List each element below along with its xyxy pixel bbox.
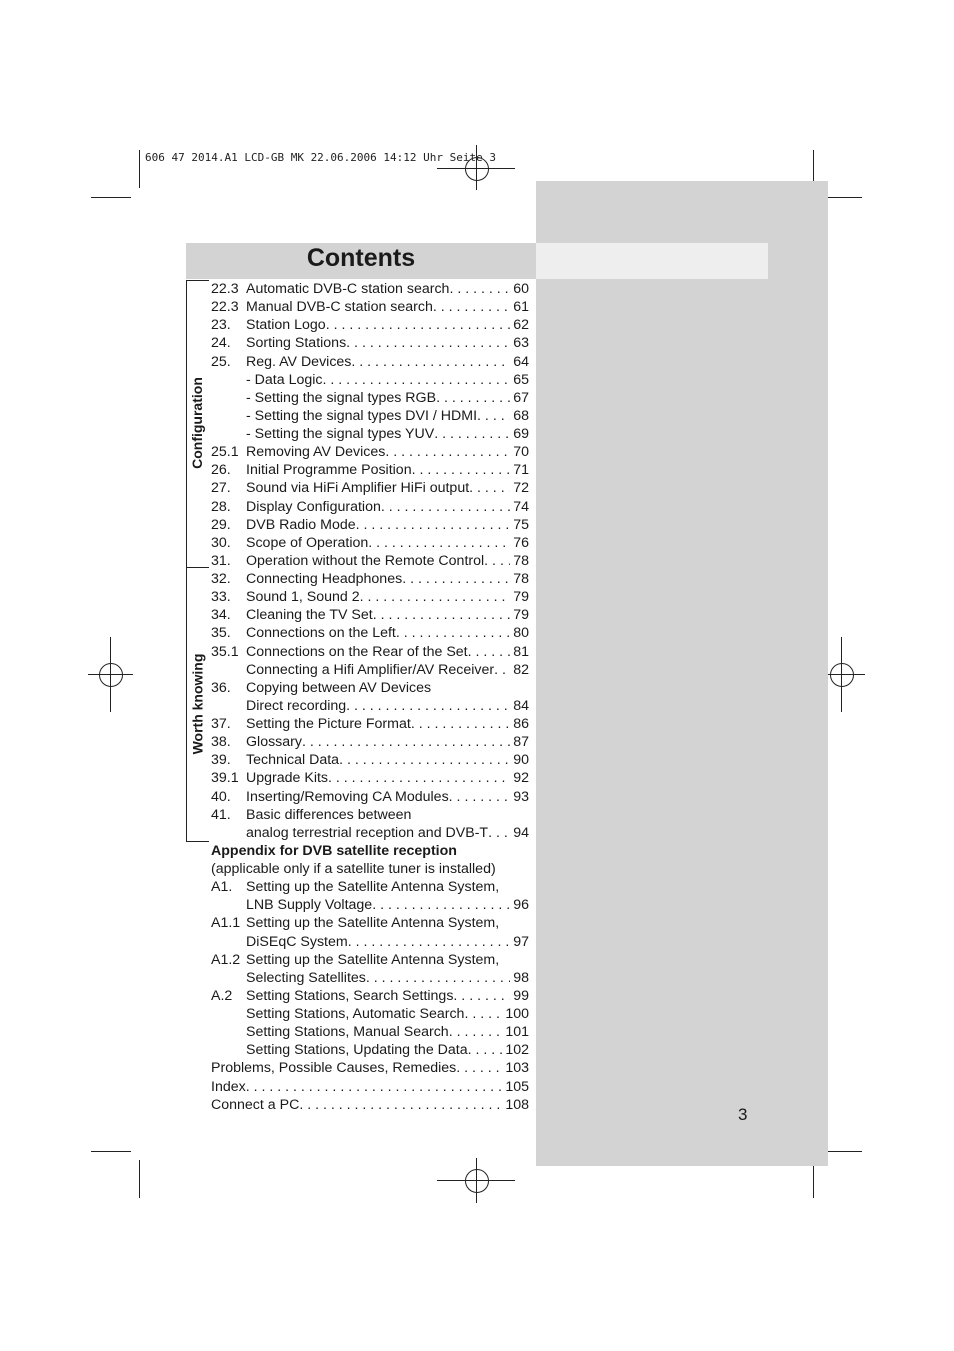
toc-entry-title: Manual DVB-C station search — [246, 299, 433, 316]
toc-entry — [211, 1096, 529, 1114]
toc-entry-page: 69 — [513, 426, 529, 442]
toc-entry-number: 22.3 — [211, 299, 239, 316]
toc-entry-title-wrap — [246, 479, 510, 497]
toc-entry-page: 70 — [513, 444, 529, 461]
toc-entry-title: Connections on the Rear of the Set — [246, 643, 468, 660]
toc-entry-number: 35. — [211, 625, 231, 642]
toc-entry-title: - Data Logic — [246, 371, 323, 388]
toc-entry — [211, 842, 529, 860]
toc-entry-page: 86 — [513, 716, 529, 732]
toc-entry-title-wrap — [246, 788, 510, 806]
toc-entry-number — [211, 389, 246, 407]
toc-entry — [211, 443, 529, 461]
toc-entry-page — [526, 914, 529, 932]
toc-entry-title: Setting Stations, Manual Search — [246, 1024, 449, 1041]
toc-entry-title-wrap — [246, 969, 510, 987]
toc-entry-title: (applicable only if a satellite tuner is installed) — [211, 861, 496, 877]
toc-entry-page: 96 — [513, 897, 529, 914]
toc-entry-title: Basic differences between — [246, 806, 412, 823]
toc-entry — [211, 1041, 529, 1059]
toc-entry-page — [526, 679, 529, 697]
toc-entry-number: 28. — [211, 498, 231, 515]
toc-entry-title-wrap — [211, 1059, 502, 1077]
toc-entry-title: Copying between AV Devices — [246, 679, 432, 696]
toc-entry-page: 61 — [513, 299, 529, 316]
toc-entry-number — [211, 371, 246, 389]
toc-entry-page: 92 — [513, 770, 529, 787]
toc-entry-title: Setting Stations, Automatic Search — [246, 1006, 465, 1022]
toc-entry — [211, 914, 529, 932]
toc-entry-number — [211, 824, 246, 842]
section-tab-configuration — [187, 280, 207, 566]
toc-entry-title-wrap — [246, 425, 510, 443]
toc-entry-number — [211, 896, 246, 914]
toc-entry-title: Index — [211, 1078, 246, 1095]
toc-entry — [211, 643, 529, 661]
toc-entry-title: Problems, Possible Causes, Remedies — [211, 1060, 457, 1077]
table-of-contents — [211, 280, 529, 1114]
toc-entry — [211, 389, 529, 407]
toc-entry-number — [211, 1041, 246, 1059]
toc-entry-title: Glossary — [246, 734, 302, 751]
toc-entry — [211, 751, 529, 769]
toc-entry — [211, 806, 529, 824]
toc-entry-title-wrap — [246, 552, 510, 570]
toc-entry — [211, 933, 529, 951]
toc-entry-title-wrap — [246, 878, 526, 896]
toc-entry-title-wrap — [246, 697, 510, 715]
toc-entry-number: 41. — [211, 806, 231, 823]
toc-entry-number: 26. — [211, 462, 231, 479]
toc-entry-title: analog terrestrial reception and DVB-T — [246, 824, 489, 841]
toc-entry — [211, 824, 529, 842]
toc-entry-title: DiSEqC System — [246, 933, 348, 950]
section-tab-label: Configuration — [189, 377, 206, 469]
toc-entry-page: 101 — [505, 1024, 529, 1041]
toc-entry — [211, 697, 529, 715]
toc-entry-title-wrap — [211, 842, 526, 860]
toc-entry-page: 105 — [505, 1078, 529, 1095]
toc-entry-title-wrap — [246, 570, 510, 588]
toc-entry-number: A1.2 — [211, 951, 241, 968]
toc-entry-title-wrap — [246, 498, 510, 516]
toc-entry — [211, 878, 529, 896]
toc-entry-title-wrap — [246, 914, 526, 932]
toc-entry-title-wrap — [246, 643, 510, 661]
toc-entry-page — [526, 860, 529, 878]
toc-entry-number — [211, 661, 246, 679]
toc-entry — [211, 969, 529, 987]
toc-entry-number: 39. — [211, 752, 231, 769]
toc-entry — [211, 1005, 529, 1023]
section-tab-label: Worth knowing — [189, 653, 205, 754]
toc-entry-title-wrap — [246, 606, 510, 624]
toc-entry-page: 81 — [513, 643, 529, 660]
toc-entry-number — [211, 407, 246, 425]
toc-entry-page: 74 — [513, 498, 529, 515]
toc-entry — [211, 479, 529, 497]
toc-entry-title: Inserting/Removing CA Modules — [246, 788, 449, 805]
toc-entry-title: Station Logo — [246, 317, 326, 334]
toc-entry-page: 64 — [513, 353, 529, 370]
toc-entry — [211, 316, 529, 334]
toc-entry — [211, 353, 529, 371]
toc-entry-number: 34. — [211, 607, 231, 624]
toc-entry-title-wrap — [246, 534, 510, 552]
toc-entry — [211, 1059, 529, 1077]
toc-entry-page: 72 — [513, 480, 529, 497]
toc-entry-title: - Setting the signal types RGB — [246, 389, 437, 406]
toc-entry-number: 32. — [211, 571, 231, 587]
toc-entry-title-wrap — [246, 461, 510, 479]
toc-entry-page: 84 — [513, 697, 529, 714]
toc-entry — [211, 769, 529, 787]
toc-entry-page: 82 — [513, 661, 529, 678]
toc-entry — [211, 371, 529, 389]
toc-entry-page: 93 — [513, 788, 529, 805]
toc-entry-title: Initial Programme Position — [246, 462, 412, 479]
toc-entry-title-wrap — [246, 353, 510, 371]
toc-entry-title: Direct recording — [246, 697, 347, 714]
toc-entry-page: 79 — [513, 607, 529, 624]
toc-entry-title-wrap — [246, 298, 510, 316]
toc-entry-title: Operation without the Remote Control — [246, 552, 485, 569]
toc-entry-title-wrap — [246, 896, 510, 914]
toc-entry-title: Sound 1, Sound 2 — [246, 589, 360, 606]
toc-entry-title-wrap — [246, 933, 510, 951]
toc-entry-page: 108 — [505, 1096, 529, 1113]
toc-entry-page: 78 — [513, 552, 529, 569]
toc-entry-number: 39.1 — [211, 770, 239, 787]
toc-entry — [211, 860, 529, 878]
toc-entry-page: 90 — [513, 752, 529, 769]
toc-entry-number: A1. — [211, 879, 233, 896]
toc-entry-number: A.2 — [211, 987, 233, 1004]
toc-entry-page: 100 — [505, 1006, 529, 1022]
gray-side-panel — [536, 181, 828, 1166]
toc-entry-title-wrap — [246, 407, 510, 425]
toc-entry — [211, 624, 529, 642]
toc-entry-title-wrap — [246, 987, 510, 1005]
toc-entry-title-wrap — [246, 769, 510, 787]
toc-entry-page: 62 — [513, 317, 529, 334]
toc-entry-title: Setting up the Satellite Antenna System, — [246, 915, 500, 932]
toc-entry-number — [211, 697, 246, 715]
toc-entry-title: Display Configuration — [246, 498, 381, 515]
toc-entry-page — [526, 878, 529, 896]
toc-entry-title: Setting Stations, Updating the Data — [246, 1042, 468, 1059]
toc-entry-page — [526, 951, 529, 969]
toc-entry-title: Connections on the Left — [246, 625, 396, 642]
toc-entry-title: Setting Stations, Search Settings — [246, 987, 454, 1004]
toc-entry-title: Removing AV Devices — [246, 444, 386, 461]
toc-entry-title-wrap — [246, 951, 526, 969]
toc-entry — [211, 733, 529, 751]
toc-entry-number: 40. — [211, 788, 231, 805]
toc-entry-title: Sorting Stations — [246, 335, 347, 352]
toc-entry-page: 68 — [513, 407, 529, 424]
toc-entry — [211, 987, 529, 1005]
toc-entry — [211, 334, 529, 352]
toc-entry-page: 76 — [513, 534, 529, 551]
toc-entry-number: 35.1 — [211, 643, 239, 660]
toc-entry-title-wrap — [246, 516, 510, 534]
toc-entry — [211, 1078, 529, 1096]
toc-entry-title-wrap — [246, 824, 510, 842]
toc-entry-title-wrap — [246, 679, 526, 697]
toc-entry-page: 71 — [513, 462, 529, 479]
toc-entry-page: 60 — [513, 281, 529, 297]
toc-entry-title-wrap — [246, 280, 510, 298]
toc-entry — [211, 570, 529, 588]
toc-entry-page: 87 — [513, 734, 529, 751]
toc-entry-title-wrap — [246, 371, 510, 389]
toc-entry-page: 98 — [513, 969, 529, 986]
toc-entry-title-wrap — [246, 1005, 502, 1023]
toc-entry-title-wrap — [246, 715, 510, 733]
toc-entry-title: Technical Data — [246, 752, 340, 769]
toc-entry-title: Automatic DVB-C station search — [246, 281, 450, 297]
toc-entry-title: Connecting Headphones — [246, 571, 403, 587]
toc-entry — [211, 788, 529, 806]
toc-entry-number: 24. — [211, 335, 231, 352]
toc-entry-title-wrap — [246, 334, 510, 352]
toc-entry-number — [211, 969, 246, 987]
toc-entry-page: 80 — [513, 625, 529, 642]
toc-entry-title: Setting the Picture Format — [246, 716, 411, 732]
toc-entry — [211, 661, 529, 679]
toc-entry-title-wrap — [246, 1041, 502, 1059]
toc-entry-page: 99 — [513, 987, 529, 1004]
toc-entry-page: 67 — [513, 389, 529, 406]
toc-entry-title-wrap — [246, 661, 510, 679]
toc-entry — [211, 461, 529, 479]
toc-entry — [211, 407, 529, 425]
toc-entry-title: Connect a PC — [211, 1096, 300, 1113]
toc-entry-number: 23. — [211, 317, 231, 334]
toc-entry-number: 29. — [211, 516, 231, 533]
toc-entry-title-wrap — [246, 624, 510, 642]
toc-entry-title-wrap — [246, 389, 510, 407]
toc-entry — [211, 534, 529, 552]
toc-entry-title-wrap — [246, 751, 510, 769]
toc-entry-page: 97 — [513, 933, 529, 950]
toc-entry-page — [526, 806, 529, 824]
toc-entry-title: LNB Supply Voltage — [246, 897, 373, 914]
toc-entry-number — [211, 1023, 246, 1041]
toc-entry — [211, 951, 529, 969]
toc-entry-title: Reg. AV Devices — [246, 353, 352, 370]
toc-entry-number: 25.1 — [211, 444, 239, 461]
toc-entry-title-wrap — [246, 443, 510, 461]
toc-entry — [211, 516, 529, 534]
toc-entry-number — [211, 933, 246, 951]
section-tab-worth-knowing — [187, 567, 207, 840]
toc-entry-page: 65 — [513, 371, 529, 388]
toc-entry-page: 102 — [505, 1042, 529, 1059]
toc-entry-title: Selecting Satellites — [246, 969, 366, 986]
page-title: Contents — [306, 244, 416, 272]
toc-entry-number: 38. — [211, 734, 231, 751]
title-band-extension — [536, 243, 768, 279]
toc-entry-number: 30. — [211, 534, 231, 551]
toc-entry-title-wrap — [246, 733, 510, 751]
toc-entry-number: 31. — [211, 552, 231, 569]
toc-entry-number — [211, 425, 246, 443]
toc-entry-number: 25. — [211, 353, 231, 370]
toc-entry-number: A1.1 — [211, 915, 241, 932]
toc-entry — [211, 298, 529, 316]
toc-entry — [211, 715, 529, 733]
toc-entry-number: 37. — [211, 716, 231, 732]
toc-entry-title: Scope of Operation — [246, 534, 369, 551]
toc-entry-title: Connecting a Hifi Amplifier/AV Receiver — [246, 661, 495, 678]
toc-entry-title-wrap — [211, 860, 526, 878]
toc-entry-page — [526, 842, 529, 860]
toc-entry-title: Setting up the Satellite Antenna System, — [246, 879, 500, 896]
toc-entry-page: 75 — [513, 516, 529, 533]
toc-entry — [211, 606, 529, 624]
toc-entry — [211, 588, 529, 606]
toc-entry — [211, 679, 529, 697]
toc-entry — [211, 425, 529, 443]
toc-entry — [211, 552, 529, 570]
toc-entry-page: 78 — [513, 571, 529, 587]
toc-entry-number: 22.3 — [211, 281, 239, 297]
toc-entry — [211, 896, 529, 914]
toc-entry-title: - Setting the signal types YUV — [246, 426, 435, 442]
toc-entry-title-wrap — [211, 1078, 502, 1096]
page-number: 3 — [738, 1105, 748, 1124]
toc-entry-number: 33. — [211, 589, 231, 606]
toc-entry-title-wrap — [246, 1023, 502, 1041]
toc-entry — [211, 280, 529, 298]
toc-entry-title: Appendix for DVB satellite reception — [211, 842, 457, 859]
toc-entry-title: Sound via HiFi Amplifier HiFi output — [246, 480, 470, 497]
toc-entry-page: 79 — [513, 589, 529, 606]
toc-entry-number — [211, 1005, 246, 1023]
toc-entry — [211, 498, 529, 516]
toc-entry-title-wrap — [246, 588, 510, 606]
toc-entry-title-wrap — [246, 316, 510, 334]
toc-entry-number: 27. — [211, 480, 231, 497]
toc-entry-page: 63 — [513, 335, 529, 352]
toc-entry — [211, 1023, 529, 1041]
toc-entry-title: Upgrade Kits — [246, 770, 329, 787]
toc-entry-page: 94 — [513, 824, 529, 841]
toc-entry-title: - Setting the signal types DVI / HDMI — [246, 407, 478, 424]
toc-entry-number: 36. — [211, 679, 231, 696]
toc-entry-title: Cleaning the TV Set — [246, 607, 373, 624]
toc-entry-page: 103 — [505, 1060, 529, 1077]
toc-entry-title: Setting up the Satellite Antenna System, — [246, 951, 500, 968]
print-slug: 606 47 2014.A1 LCD-GB MK 22.06.2006 14:12 Uhr Seite 3 — [145, 151, 496, 164]
toc-entry-title: DVB Radio Mode — [246, 516, 356, 533]
toc-entry-title-wrap — [211, 1096, 502, 1114]
toc-entry-title-wrap — [246, 806, 526, 824]
